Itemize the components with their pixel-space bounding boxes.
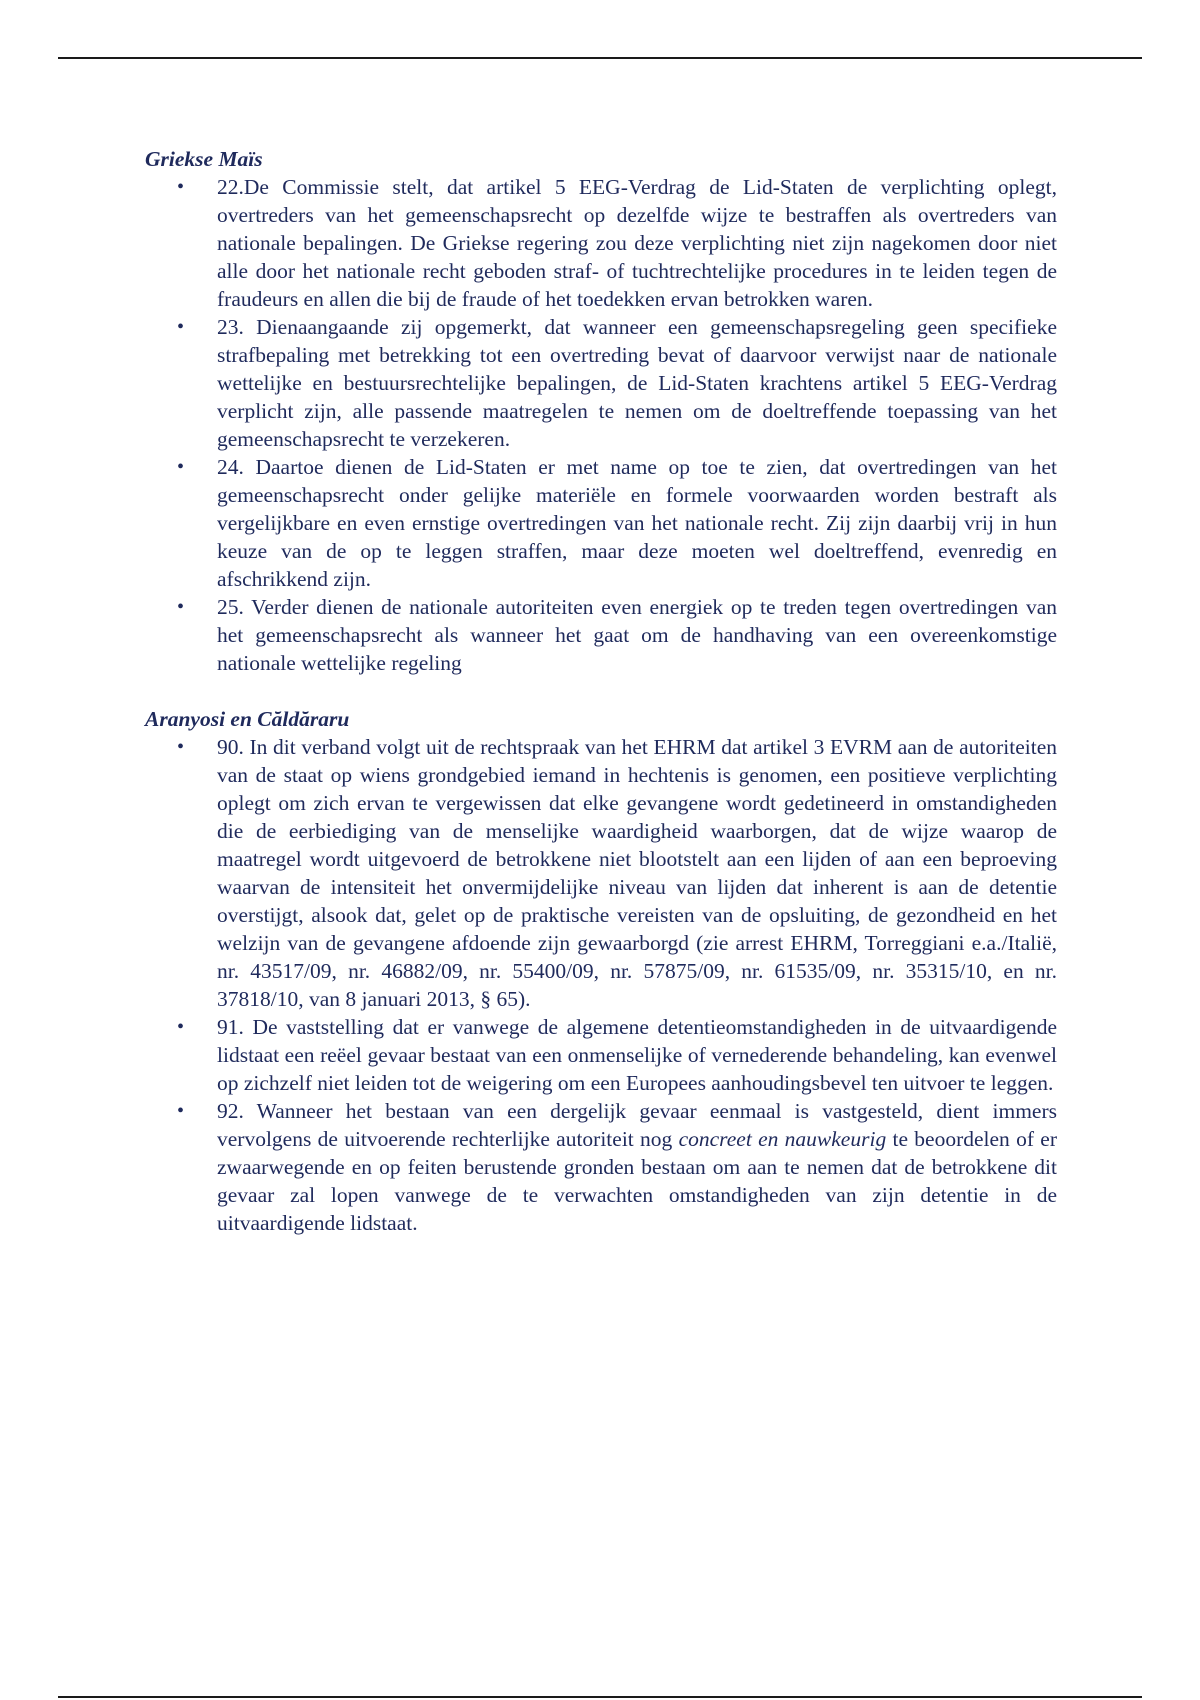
paragraph-text: 90. In dit verband volgt uit de rechtspraak van het EHRM dat artikel 3 EVRM aan de autoriteiten van de staat op wiens grondgebied iemand in hechtenis is genomen, een positieve verplichting oplegt om zich ervan te vergewissen dat elke gevangene wordt gedetineerd in omstandigheden die de eerbiediging van de menselijke waardigheid waarborgen, dat de wijze waarop de maatregel wordt uitgevoerd de betrokkene niet blootstelt aan een lijden of aan een beproeving waarvan de intensiteit het onvermijdelijke niveau van lijden dat inherent is aan de detentie overstijgt, alsook dat, gelet op de praktische vereisten van de opsluiting, de gezondheid en het welzijn van de gevangene afdoende zijn gewaarborgd (zie arrest EHRM, Torreggiani e.a./Italië, nr. 43517/09, nr. 46882/09, nr. 55400/09, nr. 57875/09, nr. 61535/09, nr. 35315/10, en nr. 37818/10, van 8 januari 2013, § 65). [217, 735, 1057, 1011]
section-griekse-mais [145, 145, 1057, 677]
paragraph-list [145, 733, 1057, 1237]
bullet-icon: • [177, 456, 185, 478]
paragraph-text: 23. Dienaangaande zij opgemerkt, dat wanneer een gemeenschapsregeling geen specifieke strafbepaling met betrekking tot een overtreding bevat of daarvoor verwijst naar de nationale wettelijke en bestuursrechtelijke bepalingen, de Lid-Staten krachtens artikel 5 EEG-Verdrag verplicht zijn, alle passende maatregelen te nemen om de doeltreffende toepassing van het gemeenschapsrecht te verzekeren. [217, 315, 1057, 451]
section-title: Aranyosi en Căldăraru [145, 707, 350, 731]
section-title: Griekse Maïs [145, 147, 263, 171]
paragraph-text-after: te beoordelen of er zwaarwegende en op feiten berustende gronden bestaan om aan te nemen dat de betrokkene dit gevaar zal lopen vanwege de te verwachten omstandigheden van zijn detentie in de uitvaardigende lidstaat. [217, 1127, 1057, 1235]
bullet-icon: • [177, 736, 185, 758]
paragraph-text-before: 92. Wanneer het bestaan van een dergelijk gevaar eenmaal is vastgesteld, dient immers vervolgens de uitvoerende rechterlijke autoriteit nog [217, 1099, 1057, 1151]
paragraph-emphasis: concreet en nauwkeurig [678, 1127, 887, 1151]
paragraph-text: 25. Verder dienen de nationale autoriteiten even energiek op te treden tegen overtredingen van het gemeenschapsrecht als wanneer het gaat om de handhaving van een overeenkomstige nationale wettelijke regeling [217, 595, 1057, 675]
list-item [145, 453, 1057, 593]
paragraph-list [145, 173, 1057, 677]
document-body [145, 145, 1057, 1265]
list-item [145, 1013, 1057, 1097]
bullet-icon: • [177, 176, 185, 198]
bullet-icon: • [177, 596, 185, 618]
footer-rule [58, 1696, 1142, 1698]
paragraph-text: 22.De Commissie stelt, dat artikel 5 EEG-Verdrag de Lid-Staten de verplichting oplegt, overtreders van het gemeenschapsrecht op dezelfde wijze te bestraffen als overtreders van nationale bepalingen. De Griekse regering zou deze verplichting niet zijn nagekomen door niet alle door het nationale recht geboden straf- of tuchtrechtelijke procedures in te leiden tegen de fraudeurs en allen die bij de fraude of het toedekken ervan betrokken waren. [217, 175, 1057, 311]
list-item [145, 733, 1057, 1013]
section-aranyosi [145, 705, 1057, 1237]
paragraph-text: 91. De vaststelling dat er vanwege de algemene detentieomstandigheden in de uitvaardigende lidstaat een reëel gevaar bestaat van een onmenselijke of vernederende behandeling, kan evenwel op zichzelf niet leiden tot de weigering om een Europees aanhoudingsbevel ten uitvoer te leggen. [217, 1015, 1057, 1095]
list-item [145, 313, 1057, 453]
bullet-icon: • [177, 1016, 185, 1038]
list-item [145, 173, 1057, 313]
header-rule [58, 57, 1142, 59]
list-item [145, 1097, 1057, 1237]
paragraph-text: 24. Daartoe dienen de Lid-Staten er met name op toe te zien, dat overtredingen van het gemeenschapsrecht onder gelijke materiële en formele voorwaarden worden bestraft als vergelijkbare en even ernstige overtredingen van het nationale recht. Zij zijn daarbij vrij in hun keuze van de op te leggen straffen, maar deze moeten wel doeltreffend, evenredig en afschrikkend zijn. [217, 455, 1057, 591]
bullet-icon: • [177, 1100, 185, 1122]
list-item [145, 593, 1057, 677]
bullet-icon: • [177, 316, 185, 338]
